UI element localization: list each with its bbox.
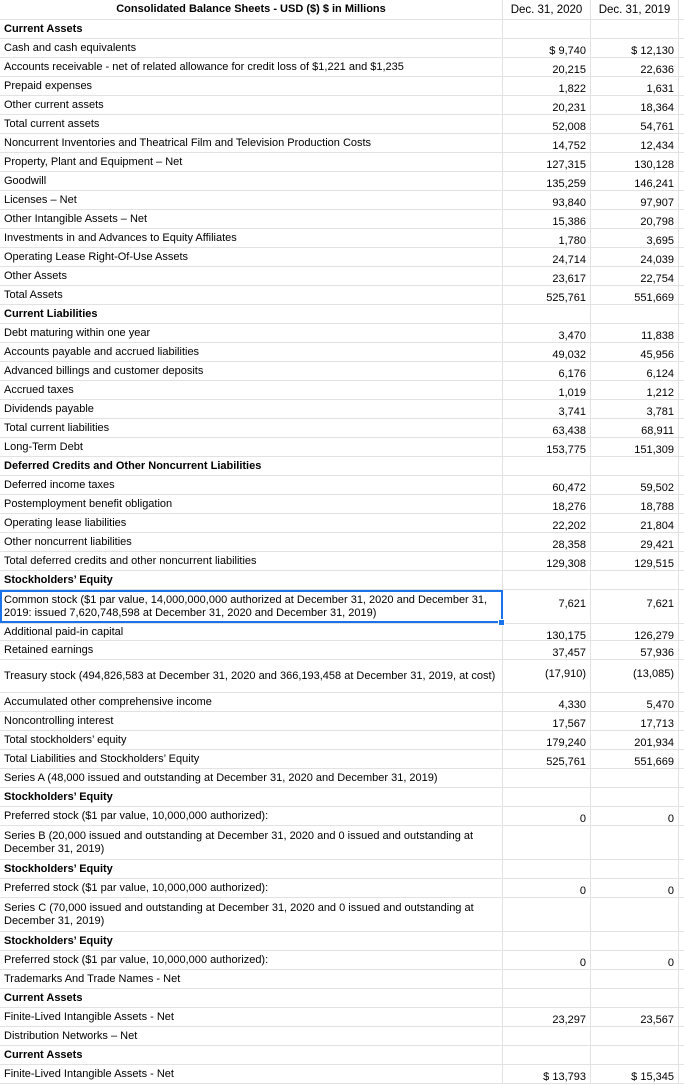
value-cell-2020[interactable]: 6,176 [503,362,591,380]
value-cell-2020[interactable]: (17,910) [503,660,591,692]
value-cell-2019[interactable]: 551,669 [591,750,679,768]
row-label-cell[interactable]: Goodwill [0,172,503,190]
value-cell-2020[interactable]: 20,231 [503,96,591,114]
table-row [0,419,684,438]
table-row [0,495,684,514]
row-label-cell[interactable]: Accumulated other comprehensive income [0,693,503,711]
table-row [0,248,684,267]
value-cell-2019[interactable] [591,932,679,950]
table-row [0,343,684,362]
value-cell-2020[interactable] [503,20,591,38]
table-row [0,77,684,96]
row-label-cell[interactable]: Long-Term Debt [0,438,503,456]
value-cell-2019[interactable]: 6,124 [591,362,679,380]
row-label-cell[interactable]: Operating Lease Right-Of-Use Assets [0,248,503,266]
value-cell-2019[interactable]: 54,761 [591,115,679,133]
value-cell-2019[interactable]: 18,788 [591,495,679,513]
value-cell-2019[interactable]: $ 12,130 [591,39,679,57]
table-row [0,660,684,693]
table-row [0,970,684,989]
value-cell-2020[interactable]: 4,330 [503,693,591,711]
table-row [0,134,684,153]
value-cell-2020[interactable] [503,826,591,859]
value-cell-2019[interactable]: 57,936 [591,641,679,659]
row-label-cell[interactable]: Finite-Lived Intangible Assets - Net [0,1008,503,1026]
value-cell-2020[interactable]: 3,741 [503,400,591,418]
value-cell-2019[interactable] [591,769,679,787]
value-cell-2020[interactable]: 28,358 [503,533,591,551]
table-row [0,229,684,248]
row-label-cell[interactable]: Debt maturing within one year [0,324,503,342]
row-label-cell[interactable]: Deferred income taxes [0,476,503,494]
row-label-cell[interactable]: Total Assets [0,286,503,304]
value-cell-2019[interactable]: 11,838 [591,324,679,342]
value-cell-2019[interactable]: 21,804 [591,514,679,532]
value-cell-2019[interactable]: 146,241 [591,172,679,190]
row-label-cell[interactable]: Current Liabilities [0,305,503,323]
value-cell-2019[interactable] [591,970,679,988]
value-cell-2019[interactable]: 22,754 [591,267,679,285]
value-cell-2019[interactable]: 0 [591,807,679,825]
table-row [0,898,684,932]
value-cell-2020[interactable]: 37,457 [503,641,591,659]
value-cell-2019[interactable] [591,305,679,323]
section-header-row [0,932,684,951]
row-label-cell[interactable]: Stockholders’ Equity [0,860,503,878]
value-cell-2019[interactable] [591,20,679,38]
header-col1-cell[interactable]: Dec. 31, 2020 [503,0,591,19]
value-cell-2020[interactable] [503,898,591,931]
value-cell-2019[interactable] [591,989,679,1007]
table-row [0,1065,684,1084]
value-cell-2020[interactable] [503,932,591,950]
table-row [0,712,684,731]
header-row [0,0,684,20]
value-cell-2019[interactable]: 18,364 [591,96,679,114]
value-cell-2020[interactable] [503,457,591,475]
value-cell-2020[interactable]: $ 13,793 [503,1065,591,1083]
row-label-cell[interactable]: Advanced billings and customer deposits [0,362,503,380]
row-label-cell[interactable]: Cash and cash equivalents [0,39,503,57]
row-label-cell[interactable]: Current Assets [0,989,503,1007]
table-row [0,731,684,750]
table-row [0,807,684,826]
value-cell-2020[interactable]: 3,470 [503,324,591,342]
row-label-cell[interactable]: Prepaid expenses [0,77,503,95]
row-label-cell[interactable]: Property, Plant and Equipment – Net [0,153,503,171]
row-label-cell[interactable]: Series C (70,000 issued and outstanding at December 31, 2020 and 0 issued and outstanding at December 31, 2019) [0,898,503,931]
row-label-cell[interactable]: Total deferred credits and other noncurrent liabilities [0,552,503,570]
table-row [0,951,684,970]
section-header-row [0,1046,684,1065]
value-cell-2019[interactable]: 0 [591,879,679,897]
row-label-cell[interactable]: Other Assets [0,267,503,285]
value-cell-2019[interactable]: 22,636 [591,58,679,76]
header-col2-cell[interactable]: Dec. 31, 2019 [591,0,679,19]
value-cell-2020[interactable] [503,788,591,806]
value-cell-2020[interactable] [503,769,591,787]
selected-cell[interactable]: Common stock ($1 par value, 14,000,000,000 authorized at December 31, 2020 and December 31, 2019: issued 7,620,748,598 at December 31, 2020 and December 31, 2019) [0,590,503,623]
section-header-row [0,571,684,590]
table-row [0,1008,684,1027]
row-label-cell[interactable]: Dividends payable [0,400,503,418]
value-cell-2019[interactable]: 12,434 [591,134,679,152]
row-label-cell[interactable]: Retained earnings [0,641,503,659]
table-row [0,400,684,419]
value-cell-2019[interactable]: 1,212 [591,381,679,399]
row-label-cell[interactable]: Preferred stock ($1 par value, 10,000,000 authorized): [0,879,503,897]
table-row [0,641,684,660]
table-row [0,476,684,495]
value-cell-2019[interactable]: 45,956 [591,343,679,361]
fill-handle[interactable] [498,619,505,626]
value-cell-2019[interactable]: 129,515 [591,552,679,570]
value-cell-2020[interactable] [503,571,591,589]
section-header-row [0,989,684,1008]
table-row [0,693,684,712]
value-cell-2019[interactable]: $ 15,345 [591,1065,679,1083]
row-label-cell[interactable]: Current Assets [0,20,503,38]
table-row [0,1027,684,1046]
value-cell-2020[interactable]: 23,617 [503,267,591,285]
row-label-cell[interactable]: Accrued taxes [0,381,503,399]
value-cell-2020[interactable]: 1,822 [503,77,591,95]
value-cell-2020[interactable]: 22,202 [503,514,591,532]
value-cell-2020[interactable]: 1,780 [503,229,591,247]
value-cell-2020[interactable] [503,305,591,323]
row-label-cell[interactable]: Series B (20,000 issued and outstanding at December 31, 2020 and 0 issued and outstanding at December 31, 2019) [0,826,503,859]
value-cell-2020[interactable]: 17,567 [503,712,591,730]
value-cell-2020[interactable]: 15,386 [503,210,591,228]
value-cell-2020[interactable]: 7,621 [503,590,591,623]
value-cell-2020[interactable]: 14,752 [503,134,591,152]
header-title-cell[interactable]: Consolidated Balance Sheets - USD ($) $ in Millions [0,0,503,19]
value-cell-2019[interactable]: 68,911 [591,419,679,437]
value-cell-2020[interactable]: 129,308 [503,552,591,570]
table-row [0,267,684,286]
table-row [0,438,684,457]
value-cell-2019[interactable]: 24,039 [591,248,679,266]
row-label-cell[interactable]: Investments in and Advances to Equity Affiliates [0,229,503,247]
value-cell-2020[interactable]: 20,215 [503,58,591,76]
row-label-cell[interactable]: Accounts receivable - net of related allowance for credit loss of $1,221 and $1,235 [0,58,503,76]
value-cell-2019[interactable]: 201,934 [591,731,679,749]
row-label-cell[interactable]: Accounts payable and accrued liabilities [0,343,503,361]
value-cell-2019[interactable] [591,571,679,589]
table-row [0,153,684,172]
section-header-row [0,305,684,324]
row-label-cell[interactable]: Additional paid-in capital [0,624,503,640]
value-cell-2019[interactable]: (13,085) [591,660,679,692]
value-cell-2019[interactable]: 17,713 [591,712,679,730]
row-label-cell[interactable]: Trademarks And Trade Names - Net [0,970,503,988]
value-cell-2019[interactable]: 20,798 [591,210,679,228]
table-row [0,210,684,229]
table-row [0,39,684,58]
value-cell-2019[interactable]: 126,279 [591,624,679,640]
value-cell-2019[interactable]: 551,669 [591,286,679,304]
row-label-cell[interactable]: Total current liabilities [0,419,503,437]
table-row [0,324,684,343]
row-label-cell[interactable]: Total current assets [0,115,503,133]
value-cell-2019[interactable] [591,1027,679,1045]
table-row [0,381,684,400]
table-row [0,750,684,769]
value-cell-2019[interactable]: 7,621 [591,590,679,623]
value-cell-2020[interactable]: 0 [503,879,591,897]
row-label-cell[interactable]: Other noncurrent liabilities [0,533,503,551]
table-row [0,96,684,115]
value-cell-2019[interactable] [591,898,679,931]
row-label-cell[interactable]: Preferred stock ($1 par value, 10,000,000 authorized): [0,807,503,825]
value-cell-2019[interactable]: 130,128 [591,153,679,171]
value-cell-2020[interactable] [503,860,591,878]
value-cell-2020[interactable]: 525,761 [503,750,591,768]
row-label-cell[interactable]: Current Assets [0,1046,503,1064]
value-cell-2020[interactable]: 0 [503,807,591,825]
value-cell-2019[interactable]: 3,695 [591,229,679,247]
value-cell-2019[interactable]: 59,502 [591,476,679,494]
row-label-cell[interactable]: Finite-Lived Intangible Assets - Net [0,1065,503,1083]
table-row [0,552,684,571]
row-label-cell[interactable]: Noncontrolling interest [0,712,503,730]
table-row [0,826,684,860]
value-cell-2019[interactable]: 5,470 [591,693,679,711]
value-cell-2019[interactable]: 23,567 [591,1008,679,1026]
table-row [0,286,684,305]
table-row [0,362,684,381]
row-label-cell[interactable]: Deferred Credits and Other Noncurrent Liabilities [0,457,503,475]
value-cell-2020[interactable] [503,970,591,988]
value-cell-2019[interactable]: 151,309 [591,438,679,456]
row-label-cell[interactable]: Preferred stock ($1 par value, 10,000,000 authorized): [0,951,503,969]
row-label-cell[interactable]: Stockholders’ Equity [0,788,503,806]
row-label-cell[interactable]: Stockholders’ Equity [0,932,503,950]
row-label-cell[interactable]: Total stockholders’ equity [0,731,503,749]
table-row [0,191,684,210]
value-cell-2020[interactable]: $ 9,740 [503,39,591,57]
table-row [0,58,684,77]
value-cell-2020[interactable]: 18,276 [503,495,591,513]
value-cell-2019[interactable]: 1,631 [591,77,679,95]
value-cell-2019[interactable]: 0 [591,951,679,969]
value-cell-2020[interactable]: 52,008 [503,115,591,133]
value-cell-2020[interactable]: 525,761 [503,286,591,304]
value-cell-2019[interactable] [591,826,679,859]
section-header-row [0,20,684,39]
value-cell-2020[interactable]: 63,438 [503,419,591,437]
value-cell-2019[interactable]: 97,907 [591,191,679,209]
table-row [0,115,684,134]
table-row [0,533,684,552]
value-cell-2020[interactable]: 1,019 [503,381,591,399]
row-label-cell[interactable]: Operating lease liabilities [0,514,503,532]
value-cell-2020[interactable]: 93,840 [503,191,591,209]
row-label-cell[interactable]: Stockholders’ Equity [0,571,503,589]
value-cell-2020[interactable]: 49,032 [503,343,591,361]
table-row [0,624,684,641]
table-row [0,769,684,788]
row-label-cell[interactable]: Other Intangible Assets – Net [0,210,503,228]
value-cell-2020[interactable]: 179,240 [503,731,591,749]
value-cell-2019[interactable]: 3,781 [591,400,679,418]
value-cell-2020[interactable]: 130,175 [503,624,591,640]
row-label-cell[interactable]: Other current assets [0,96,503,114]
value-cell-2020[interactable]: 60,472 [503,476,591,494]
value-cell-2019[interactable]: 29,421 [591,533,679,551]
table-row [0,590,684,624]
section-header-row [0,457,684,476]
section-header-row [0,860,684,879]
row-label-cell[interactable]: Noncurrent Inventories and Theatrical Film and Television Production Costs [0,134,503,152]
row-label-cell[interactable]: Treasury stock (494,826,583 at December 31, 2020 and 366,193,458 at December 31, 2019, at cost) [0,660,503,692]
section-header-row [0,788,684,807]
value-cell-2020[interactable]: 24,714 [503,248,591,266]
row-label-cell[interactable]: Series A (48,000 issued and outstanding at December 31, 2020 and December 31, 2019) [0,769,503,787]
value-cell-2020[interactable] [503,989,591,1007]
row-label-cell[interactable]: Postemployment benefit obligation [0,495,503,513]
table-row [0,879,684,898]
row-label-cell[interactable]: Licenses – Net [0,191,503,209]
row-label-cell[interactable]: Distribution Networks – Net [0,1027,503,1045]
value-cell-2020[interactable] [503,1046,591,1064]
value-cell-2020[interactable]: 153,775 [503,438,591,456]
value-cell-2019[interactable] [591,457,679,475]
value-cell-2020[interactable]: 135,259 [503,172,591,190]
table-row [0,172,684,191]
value-cell-2020[interactable]: 127,315 [503,153,591,171]
value-cell-2020[interactable] [503,1027,591,1045]
value-cell-2019[interactable] [591,788,679,806]
value-cell-2020[interactable]: 23,297 [503,1008,591,1026]
table-row [0,514,684,533]
value-cell-2020[interactable]: 0 [503,951,591,969]
row-label-cell[interactable]: Total Liabilities and Stockholders’ Equity [0,750,503,768]
value-cell-2019[interactable] [591,1046,679,1064]
value-cell-2019[interactable] [591,860,679,878]
